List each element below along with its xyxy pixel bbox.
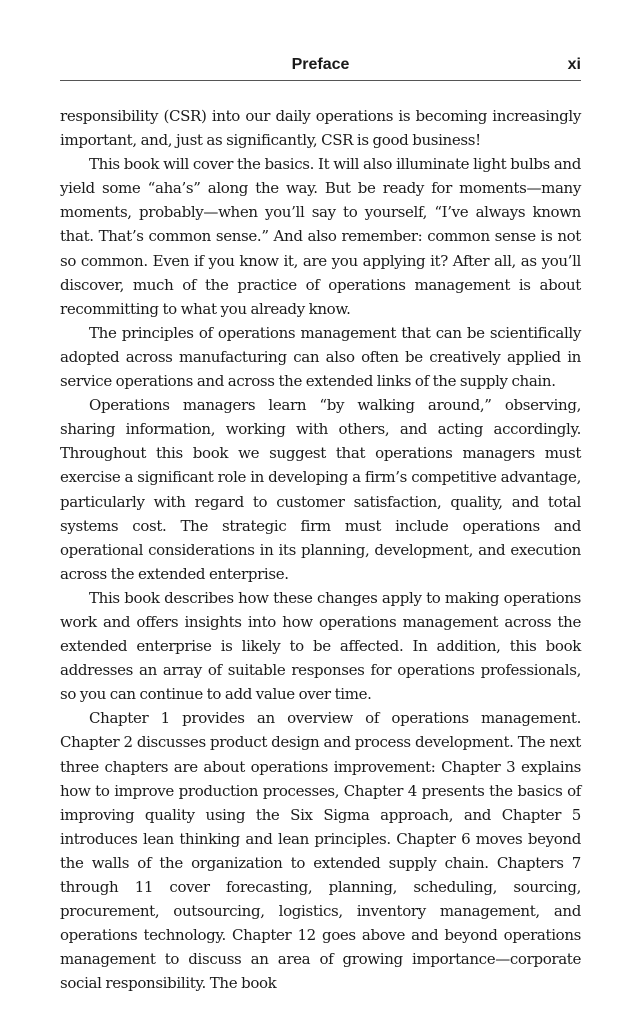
page-header (60, 54, 581, 81)
body-text (60, 104, 581, 995)
paragraph: Operations managers learn “by walking around,” observing, sharing information, working with others, and acting accordingly. Throughout this book we suggest that operations managers must exercise a significant role in developing a firm’s competitive advantage, particularly with regard to customer satisfaction, quality, and total systems cost. The strategic firm must include operations and operational considerations in its planning, development, and execution across the extended enterprise. (60, 396, 581, 583)
paragraph-continuation: responsibility (CSR) into our daily operations is becoming increasingly important, and, just as significantly, CSR is good business! (60, 107, 581, 150)
paragraph: This book describes how these changes apply to making operations work and offers insights into how operations management across the extended enterprise is likely to be affected. In addition, this book addresses an array of suitable responses for operations professionals, so you can continue to add value over time. (60, 588, 581, 704)
paragraph: Chapter 1 provides an overview of operations management. Chapter 2 discusses product design and process development. The next three chapters are about operations improvement: Chapter 3 explains how to improve production processes, Chapter 4 presents the basics of improving quality using the Six Sigma approach, and Chapter 5 introduces lean thinking and lean principles. Chapter 6 moves beyond the walls of the organization to extended supply chain. Chapters 7 through 11 cover forecasting, planning, scheduling, sourcing, procurement, outsourcing, logistics, inventory management, and operations technology. Chapter 12 goes above and beyond operations management to discuss an area of growing importance—corporate social responsibility. The book (60, 709, 581, 993)
paragraph: The principles of operations management that can be scientifically adopted across manufacturing can also often be creatively applied in service operations and across the extended links of the supply chain. (60, 323, 581, 391)
running-head: Preface (291, 56, 350, 73)
paragraph: This book will cover the basics. It will also illuminate light bulbs and yield some “aha’s” along the way. But be ready for moments—many moments, probably—when you’ll say to yourself, “I’ve always known that. That’s common sense.” And also remember: common sense is not so common. Even if you know it, are you applying it? After all, as you’ll discover, much of the practice of operations management is about recommitting to what you already know. (60, 155, 581, 318)
page-number: xi (567, 56, 581, 73)
